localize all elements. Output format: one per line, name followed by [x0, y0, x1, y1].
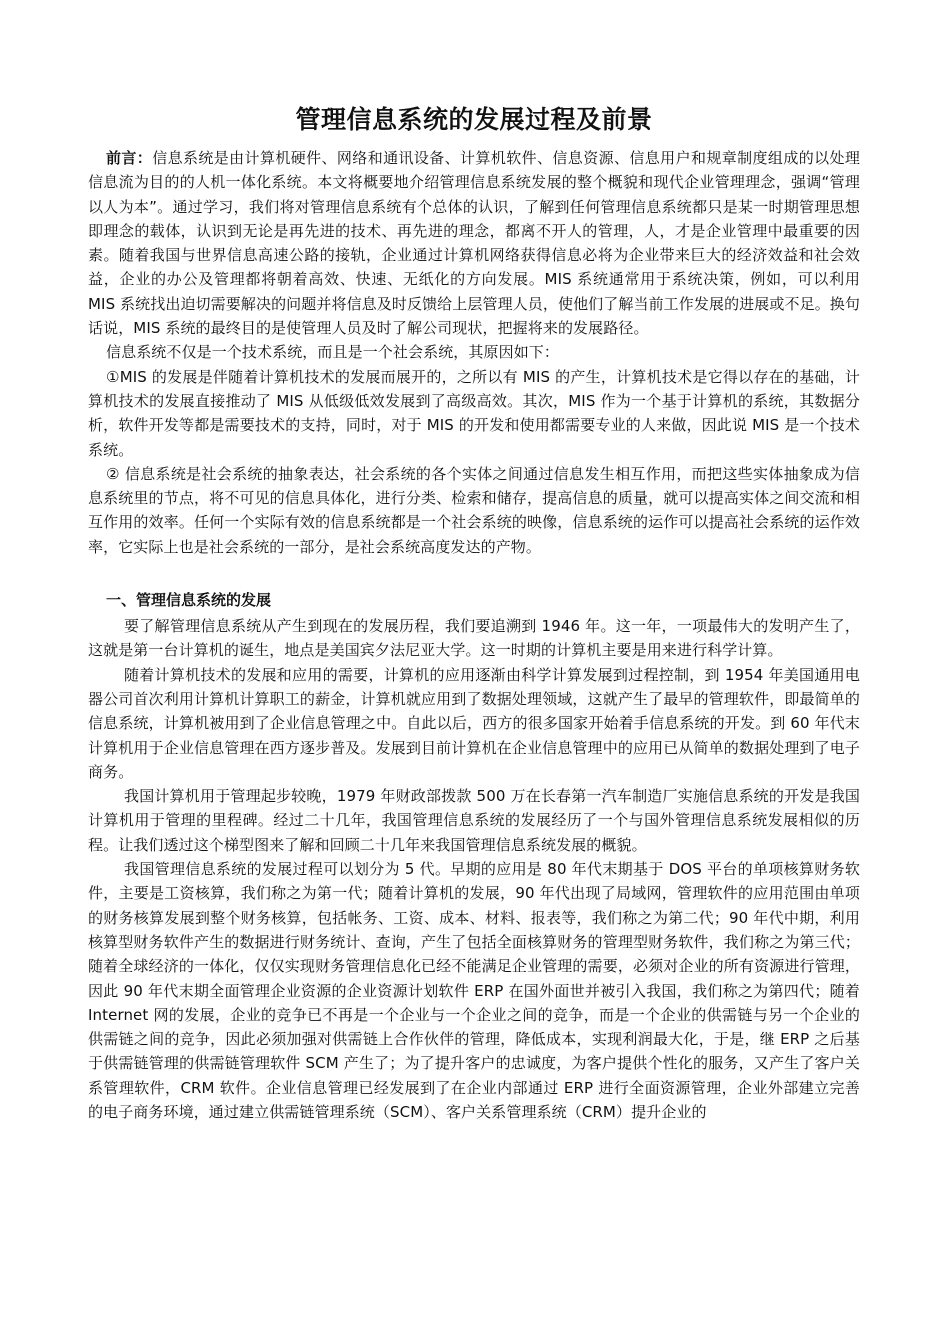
section-1-paragraph-3: 我国计算机用于管理起步较晚，1979 年财政部拨款 500 万在长春第一汽车制造厂实施信息系统的开发是我国计算机用于管理的里程碑。经过二十几年，我国管理信息系统的发展经历了一个与国外管理信息系统发展相似的历程。让我们透过这个梯型图来了解和回顾二十几年来我国管理信息系统发展的概貌。 [88, 787, 860, 854]
section-gap [88, 559, 860, 588]
preface-label: 前言： [106, 149, 153, 167]
point-1-paragraph: ①MIS 的发展是伴随着计算机技术的发展而展开的，之所以有 MIS 的产生，计算机技术是它得以存在的基础，计算机技术的发展直接推动了 MIS 从低级低效发展到了高级高效。其次，MIS 作为一个基于计算机的系统，其数据分析，软件开发等都是需要技术的支持，同时，对于 MIS 的开发和使用都需要专业的人来做，因此说 MIS 是一个技术系统。 [88, 367, 860, 459]
document-page [88, 100, 860, 1124]
preface-text: 信息系统是由计算机硬件、网络和通讯设备、计算机软件、信息资源、信息用户和规章制度组成的以处理信息流为目的的人机一体化系统。本文将概要地介绍管理信息系统发展的整个概貌和现代企业管理理念，强调“管理以人为本”。通过学习，我们将对管理信息系统有个总体的认识，了解到任何管理信息系统都只是某一时期管理思想即理念的载体，认识到无论是再先进的技术、再先进的理念，都离不开人的管理，人，才是企业管理中最重要的因素。随着我国与世界信息高速公路的接轨，企业通过计算机网络获得信息必将为企业带来巨大的经济效益和社会效益，企业的办公及管理都将朝着高效、快速、无纸化的方向发展。MIS 系统通常用于系统决策，例如，可以利用 MIS 系统找出迫切需要解决的问题并将信息及时反馈给上层管理人员，使他们了解当前工作发展的进展或不足。换句话说，MIS 系统的最终目的是使管理人员及时了解公司现状，把握将来的发展路径。 [88, 149, 860, 338]
section-1-paragraph-2: 随着计算机技术的发展和应用的需要，计算机的应用逐渐由科学计算发展到过程控制，到 1954 年美国通用电器公司首次利用计算机计算职工的薪金，计算机就应用到了数据处理领域，这就产生了最早的管理软件，即最简单的信息系统，计算机被用到了企业信息管理之中。自此以后，西方的很多国家开始着手信息系统的开发。到 60 年代末计算机用于企业信息管理在西方逐步普及。发展到目前计算机在企业信息管理中的应用已从简单的数据处理到了电子商务。 [88, 665, 860, 781]
section-1-paragraph-4: 我国管理信息系统的发展过程可以划分为 5 代。早期的应用是 80 年代末期基于 DOS 平台的单项核算财务软件，主要是工资核算，我们称之为第一代；随着计算机的发展，90 年代出现了局域网，管理软件的应用范围由单项的财务核算发展到整个财务核算，包括帐务、工资、成本、材料、报表等，我们称之为第二代；90 年代中期，利用核算型财务软件产生的数据进行财务统计、查询，产生了包括全面核算财务的管理型财务软件，我们称之为第三代；随着全球经济的一体化，仅仅实现财务管理信息化已经不能满足企业管理的需要，必须对企业的所有资源进行管理，因此 90 年代末期全面管理企业资源的企业资源计划软件 ERP 在国外面世并被引入我国，我们称之为第四代；随着 Internet 网的发展，企业的竞争已不再是一个企业与一个企业之间的竞争，而是一个企业的供需链与另一个企业的供需链之间的竞争，因此必须加强对供需链上合作伙伴的管理，降低成本，实现利润最大化，于是，继 ERP 之后基于供需链管理的供需链管理软件 SCM 产生了；为了提升客户的忠诚度，为客户提供个性化的服务，又产生了客户关系管理软件，CRM 软件。企业信息管理已经发展到了在企业内部通过 ERP 进行全面资源管理，企业外部建立完善的电子商务环境，通过建立供需链管理系统（SCM）、客户关系管理系统（CRM）提升企业的 [88, 860, 860, 1121]
preface-paragraph [88, 146, 860, 340]
document-title: 管理信息系统的发展过程及前景 [295, 105, 653, 134]
section-1-heading: 一、管理信息系统的发展 [106, 591, 272, 610]
section-1-paragraph-1: 要了解管理信息系统从产生到现在的发展历程，我们要追溯到 1946 年。这一年，一项最伟大的发明产生了，这就是第一台计算机的诞生，地点是美国宾夕法尼亚大学。这一时期的计算机主要是用来进行科学计算。 [88, 617, 860, 660]
intro-paragraph: 信息系统不仅是一个技术系统，而且是一个社会系统，其原因如下： [106, 343, 560, 362]
point-2-paragraph: ② 信息系统是社会系统的抽象表达，社会系统的各个实体之间通过信息发生相互作用，而把这些实体抽象成为信息系统里的节点，将不可见的信息具体化，进行分类、检索和储存，提高信息的质量，就可以提高实体之间交流和相互作用的效率。任何一个实际有效的信息系统都是一个社会系统的映像，信息系统的运作可以提高社会系统的运作效率，它实际上也是社会系统的一部分，是社会系统高度发达的产物。 [88, 464, 860, 556]
